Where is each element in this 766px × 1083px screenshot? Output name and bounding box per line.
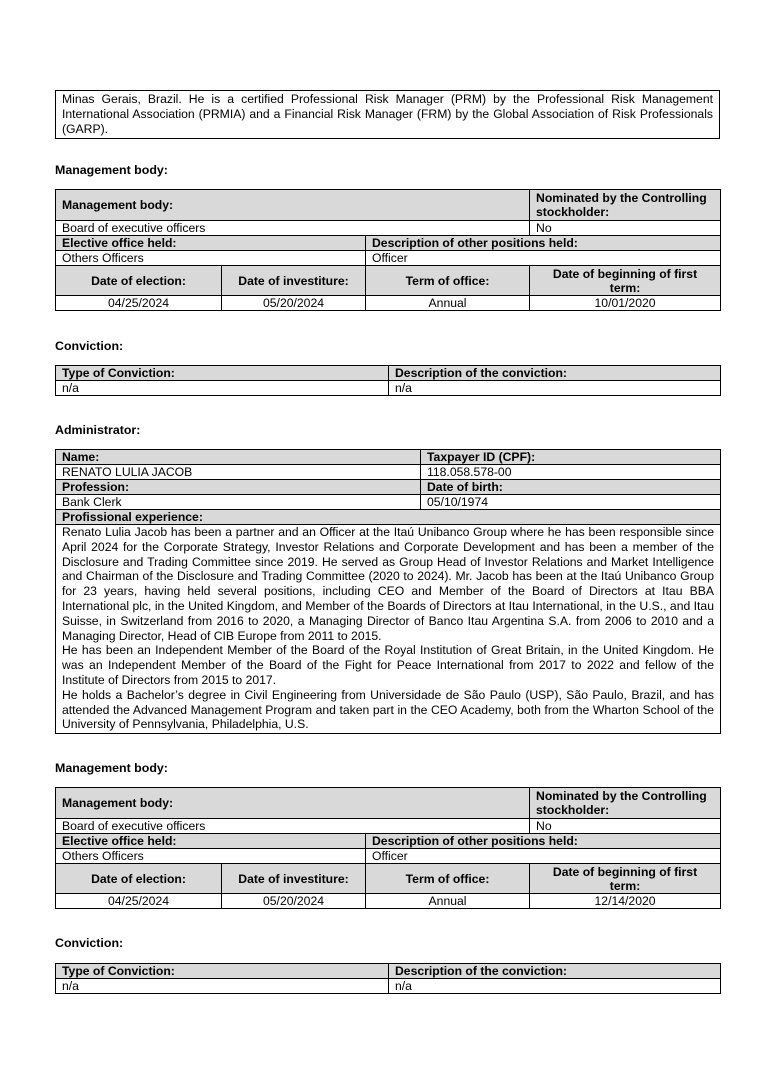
elective-label: Elective office held: (56, 236, 366, 251)
elective-value: Others Officers (56, 849, 366, 864)
conviction-desc-label: Description of the conviction: (389, 964, 721, 979)
mb-value: Board of executive officers (56, 819, 530, 834)
investiture-label: Date of investiture: (222, 864, 366, 894)
conviction-type-value: n/a (56, 381, 389, 396)
profession-value: Bank Clerk (56, 495, 421, 510)
conviction-desc-value: n/a (389, 979, 721, 994)
intro-box (55, 90, 720, 139)
nominated-label: Nominated by the Controlling stockholder: (530, 788, 721, 819)
experience-paragraph-2: He has been an Independent Member of the Board of the Royal Institution of Great Britain, in the United Kingdom. He was an Independent Member of the Board of the Fight for Peace International from 2017 to 2022 and fellow of the Institute of Directors from 2015 to 2017. (62, 643, 714, 687)
term-value: Annual (366, 894, 530, 909)
first-term-value: 12/14/2020 (530, 894, 721, 909)
dob-value: 05/10/1974 (421, 495, 721, 510)
management-body-table-1 (55, 189, 721, 311)
conviction-type-value: n/a (56, 979, 389, 994)
management-body-table-2 (55, 787, 721, 909)
conviction-desc-label: Description of the conviction: (389, 366, 721, 381)
other-positions-label: Description of other positions held: (366, 834, 721, 849)
section-title-administrator: Administrator: (55, 423, 141, 437)
experience-paragraph-1: Renato Lulia Jacob has been a partner and an Officer at the Itaú Unibanco Group where he has been responsible since April 2024 for the Corporate Strategy, Investor Relations and Corporate Development and has been a member of the Disclosure and Trading Committee since 2019. He served as Group Head of Investor Relations and Market Intelligence and Chairman of the Disclosure and Trading Committee (2020 to 2024). Mr. Jacob has been at the Itaú Unibanco Group for 23 years, having held several positions, including CEO and Member of the Board of Directors at Itau BBA International plc, in the United Kingdom, and Member of the Boards of Directors at Itau International, in the U.S., and Itau Suisse, in Switzerland from 2016 to 2020, a Managing Director of Banco Itau Argentina S.A. from 2006 to 2010 and a Managing Director, Head of CIB Europe from 2011 to 2015. (62, 525, 714, 643)
election-label: Date of election: (56, 266, 222, 296)
mb-label: Management body: (56, 788, 530, 819)
conviction-table-1 (55, 365, 721, 396)
election-value: 04/25/2024 (56, 296, 222, 311)
name-label: Name: (56, 450, 421, 465)
name-value: RENATO LULIA JACOB (56, 465, 421, 480)
section-title-conviction-1: Conviction: (55, 339, 124, 353)
mb-value: Board of executive officers (56, 221, 530, 236)
experience-text (56, 525, 721, 734)
conviction-type-label: Type of Conviction: (56, 964, 389, 979)
investiture-label: Date of investiture: (222, 266, 366, 296)
experience-label: Profissional experience: (56, 510, 721, 525)
election-value: 04/25/2024 (56, 894, 222, 909)
term-value: Annual (366, 296, 530, 311)
elective-label: Elective office held: (56, 834, 366, 849)
cpf-label: Taxpayer ID (CPF): (421, 450, 721, 465)
investiture-value: 05/20/2024 (222, 296, 366, 311)
first-term-label: Date of beginning of first term: (530, 266, 721, 296)
first-term-label: Date of beginning of first term: (530, 864, 721, 894)
section-title-management-body-1: Management body: (55, 163, 168, 177)
mb-label: Management body: (56, 190, 530, 221)
conviction-table-2 (55, 963, 721, 994)
term-label: Term of office: (366, 266, 530, 296)
elective-value: Others Officers (56, 251, 366, 266)
investiture-value: 05/20/2024 (222, 894, 366, 909)
dob-label: Date of birth: (421, 480, 721, 495)
first-term-value: 10/01/2020 (530, 296, 721, 311)
election-label: Date of election: (56, 864, 222, 894)
nominated-value: No (530, 221, 721, 236)
administrator-table (55, 449, 721, 734)
profession-label: Profession: (56, 480, 421, 495)
nominated-label: Nominated by the Controlling stockholder: (530, 190, 721, 221)
other-positions-value: Officer (366, 251, 721, 266)
conviction-type-label: Type of Conviction: (56, 366, 389, 381)
section-title-conviction-2: Conviction: (55, 936, 124, 950)
term-label: Term of office: (366, 864, 530, 894)
other-positions-label: Description of other positions held: (366, 236, 721, 251)
nominated-value: No (530, 819, 721, 834)
section-title-management-body-2: Management body: (55, 761, 168, 775)
experience-paragraph-3: He holds a Bachelor’s degree in Civil Engineering from Universidade de São Paulo (USP), São Paulo, Brazil, and has attended the Advanced Management Program and taken part in the CEO Academy, both from the Wharton School of the University of Pennsylvania, Philadelphia, U.S. (62, 687, 714, 732)
cpf-value: 118.058.578-00 (421, 465, 721, 480)
other-positions-value: Officer (366, 849, 721, 864)
conviction-desc-value: n/a (389, 381, 721, 396)
intro-text: Minas Gerais, Brazil. He is a certified Professional Risk Manager (PRM) by the Professional Risk Management International Association (PRMIA) and a Financial Risk Manager (FRM) by the Global Association of Risk Professionals (GARP). (62, 92, 713, 136)
